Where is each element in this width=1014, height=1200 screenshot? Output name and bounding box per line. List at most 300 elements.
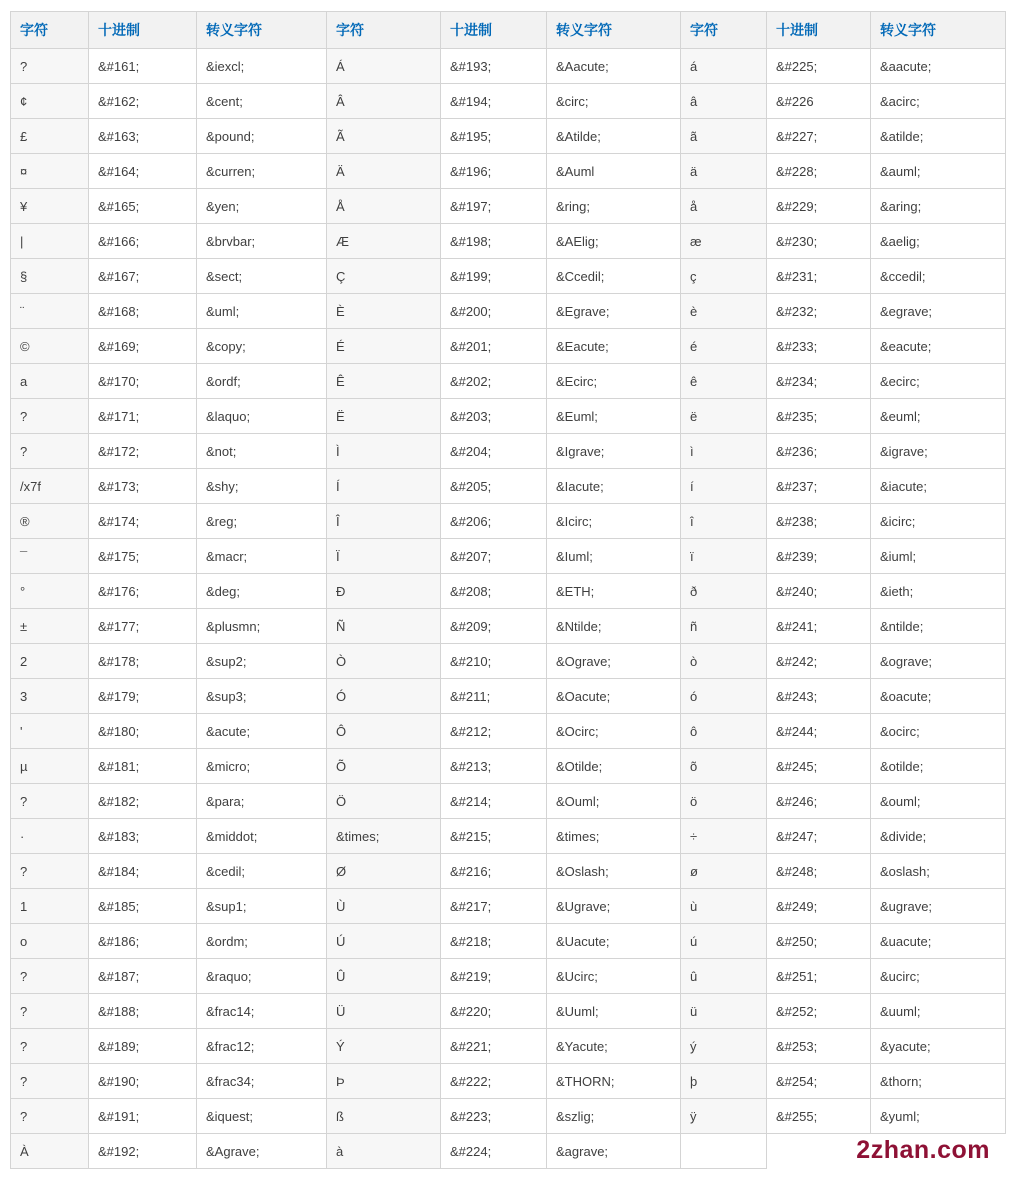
- cell-entity: &laquo;: [197, 399, 327, 434]
- cell-decimal: &#217;: [441, 889, 547, 924]
- cell-char: Â: [327, 84, 441, 119]
- cell-char: ?: [11, 1099, 89, 1134]
- cell-char: È: [327, 294, 441, 329]
- cell-char: Ö: [327, 784, 441, 819]
- cell-char: Ð: [327, 574, 441, 609]
- cell-char: û: [681, 959, 767, 994]
- cell-entity: &aring;: [871, 189, 1006, 224]
- cell-entity: &Igrave;: [547, 434, 681, 469]
- cell-entity: &sup3;: [197, 679, 327, 714]
- cell-decimal: &#198;: [441, 224, 547, 259]
- cell-char: ü: [681, 994, 767, 1029]
- cell-entity: &ocirc;: [871, 714, 1006, 749]
- cell-entity: &Otilde;: [547, 749, 681, 784]
- cell-decimal: &#209;: [441, 609, 547, 644]
- cell-decimal: &#226: [767, 84, 871, 119]
- cell-char: 3: [11, 679, 89, 714]
- cell-entity: &Ecirc;: [547, 364, 681, 399]
- cell-char: Ü: [327, 994, 441, 1029]
- cell-decimal: &#219;: [441, 959, 547, 994]
- cell-decimal: &#192;: [89, 1134, 197, 1169]
- cell-decimal: &#170;: [89, 364, 197, 399]
- cell-entity: &iacute;: [871, 469, 1006, 504]
- html-entities-table: [10, 11, 1006, 1169]
- cell-char: °: [11, 574, 89, 609]
- cell-entity: &Oacute;: [547, 679, 681, 714]
- cell-char: ¨: [11, 294, 89, 329]
- table-row: [11, 504, 1006, 539]
- cell-decimal: &#212;: [441, 714, 547, 749]
- cell-entity: &sup1;: [197, 889, 327, 924]
- cell-char: ?: [11, 854, 89, 889]
- cell-char: Í: [327, 469, 441, 504]
- cell-decimal: &#187;: [89, 959, 197, 994]
- cell-char: Ç: [327, 259, 441, 294]
- cell-decimal: &#175;: [89, 539, 197, 574]
- cell-entity: &Uacute;: [547, 924, 681, 959]
- cell-char: þ: [681, 1064, 767, 1099]
- cell-char: Ï: [327, 539, 441, 574]
- cell-entity: &reg;: [197, 504, 327, 539]
- cell-entity: &uacute;: [871, 924, 1006, 959]
- cell-entity: &ETH;: [547, 574, 681, 609]
- cell-decimal: &#191;: [89, 1099, 197, 1134]
- cell-decimal: &#204;: [441, 434, 547, 469]
- table-row: [11, 994, 1006, 1029]
- cell-decimal: &#184;: [89, 854, 197, 889]
- cell-entity: &Oslash;: [547, 854, 681, 889]
- cell-entity: &atilde;: [871, 119, 1006, 154]
- cell-entity: &shy;: [197, 469, 327, 504]
- cell-decimal: &#188;: [89, 994, 197, 1029]
- cell-entity: &agrave;: [547, 1134, 681, 1169]
- cell-char: ?: [11, 994, 89, 1029]
- cell-char: ý: [681, 1029, 767, 1064]
- cell-entity: &copy;: [197, 329, 327, 364]
- cell-decimal: &#182;: [89, 784, 197, 819]
- cell-decimal: &#248;: [767, 854, 871, 889]
- cell-char: ¢: [11, 84, 89, 119]
- cell-entity: &raquo;: [197, 959, 327, 994]
- cell-char: ì: [681, 434, 767, 469]
- cell-decimal: &#234;: [767, 364, 871, 399]
- cell-char: ß: [327, 1099, 441, 1134]
- cell-entity: &Iuml;: [547, 539, 681, 574]
- cell-entity: &ordm;: [197, 924, 327, 959]
- cell-decimal: &#254;: [767, 1064, 871, 1099]
- cell-decimal: &#240;: [767, 574, 871, 609]
- cell-decimal: &#180;: [89, 714, 197, 749]
- cell-char: ë: [681, 399, 767, 434]
- cell-entity: &cedil;: [197, 854, 327, 889]
- cell-entity: &acute;: [197, 714, 327, 749]
- cell-decimal: &#177;: [89, 609, 197, 644]
- cell-entity: &Agrave;: [197, 1134, 327, 1169]
- cell-decimal: &#223;: [441, 1099, 547, 1134]
- cell-entity: &uml;: [197, 294, 327, 329]
- cell-entity: &iquest;: [197, 1099, 327, 1134]
- cell-decimal: &#207;: [441, 539, 547, 574]
- column-header: 字符: [327, 12, 441, 49]
- cell-char: ¥: [11, 189, 89, 224]
- cell-char: ·: [11, 819, 89, 854]
- cell-char: ó: [681, 679, 767, 714]
- cell-decimal: &#249;: [767, 889, 871, 924]
- cell-entity: &para;: [197, 784, 327, 819]
- cell-decimal: &#193;: [441, 49, 547, 84]
- cell-decimal: &#206;: [441, 504, 547, 539]
- table-row: [11, 189, 1006, 224]
- cell-char: 2: [11, 644, 89, 679]
- cell-decimal: &#163;: [89, 119, 197, 154]
- column-header: 转义字符: [197, 12, 327, 49]
- cell-decimal: &#244;: [767, 714, 871, 749]
- cell-entity: &Ouml;: [547, 784, 681, 819]
- cell-decimal: &#201;: [441, 329, 547, 364]
- cell-entity: &Ocirc;: [547, 714, 681, 749]
- cell-entity: &oacute;: [871, 679, 1006, 714]
- cell-decimal: &#250;: [767, 924, 871, 959]
- cell-char: Ê: [327, 364, 441, 399]
- cell-entity: &not;: [197, 434, 327, 469]
- table-row: [11, 959, 1006, 994]
- cell-entity: &Yacute;: [547, 1029, 681, 1064]
- cell-entity: &ordf;: [197, 364, 327, 399]
- cell-entity: &aelig;: [871, 224, 1006, 259]
- cell-char: &times;: [327, 819, 441, 854]
- cell-entity: &uuml;: [871, 994, 1006, 1029]
- cell-char: Ô: [327, 714, 441, 749]
- cell-decimal: &#173;: [89, 469, 197, 504]
- cell-decimal: &#241;: [767, 609, 871, 644]
- cell-decimal: &#255;: [767, 1099, 871, 1134]
- cell-char: ò: [681, 644, 767, 679]
- cell-entity: &auml;: [871, 154, 1006, 189]
- cell-entity: &Ucirc;: [547, 959, 681, 994]
- cell-decimal: &#164;: [89, 154, 197, 189]
- cell-char: Ó: [327, 679, 441, 714]
- table-row: [11, 1099, 1006, 1134]
- cell-entity: &igrave;: [871, 434, 1006, 469]
- cell-char: Û: [327, 959, 441, 994]
- cell-entity: &oslash;: [871, 854, 1006, 889]
- cell-decimal: &#246;: [767, 784, 871, 819]
- cell-entity: &ograve;: [871, 644, 1006, 679]
- cell-entity: &plusmn;: [197, 609, 327, 644]
- cell-entity: &otilde;: [871, 749, 1006, 784]
- cell-entity: &Ccedil;: [547, 259, 681, 294]
- cell-char: Ã: [327, 119, 441, 154]
- cell-char: ®: [11, 504, 89, 539]
- cell-char: Ò: [327, 644, 441, 679]
- cell-decimal: &#227;: [767, 119, 871, 154]
- table-header: [11, 12, 1006, 49]
- cell-char: ¤: [11, 154, 89, 189]
- cell-char: á: [681, 49, 767, 84]
- cell-decimal: &#181;: [89, 749, 197, 784]
- cell-entity: &macr;: [197, 539, 327, 574]
- cell-decimal: &#166;: [89, 224, 197, 259]
- cell-entity: &circ;: [547, 84, 681, 119]
- cell-decimal: &#232;: [767, 294, 871, 329]
- cell-char: [681, 1134, 767, 1169]
- cell-char: ±: [11, 609, 89, 644]
- cell-entity: &cent;: [197, 84, 327, 119]
- cell-entity: &sect;: [197, 259, 327, 294]
- cell-decimal: &#224;: [441, 1134, 547, 1169]
- cell-decimal: &#172;: [89, 434, 197, 469]
- cell-char: Ä: [327, 154, 441, 189]
- cell-decimal: &#200;: [441, 294, 547, 329]
- table-body: [11, 49, 1006, 1169]
- column-header: 字符: [11, 12, 89, 49]
- cell-decimal: &#196;: [441, 154, 547, 189]
- cell-decimal: [767, 1134, 871, 1169]
- cell-decimal: &#222;: [441, 1064, 547, 1099]
- cell-entity: &sup2;: [197, 644, 327, 679]
- cell-char: Þ: [327, 1064, 441, 1099]
- cell-entity: &eacute;: [871, 329, 1006, 364]
- cell-entity: &Atilde;: [547, 119, 681, 154]
- cell-char: µ: [11, 749, 89, 784]
- cell-entity: &divide;: [871, 819, 1006, 854]
- cell-char: Õ: [327, 749, 441, 784]
- cell-decimal: &#239;: [767, 539, 871, 574]
- cell-char: a: [11, 364, 89, 399]
- column-header: 转义字符: [871, 12, 1006, 49]
- cell-char: Å: [327, 189, 441, 224]
- cell-decimal: &#176;: [89, 574, 197, 609]
- cell-char: 1: [11, 889, 89, 924]
- cell-entity: &Eacute;: [547, 329, 681, 364]
- cell-char: ø: [681, 854, 767, 889]
- cell-decimal: &#243;: [767, 679, 871, 714]
- cell-char: ?: [11, 1064, 89, 1099]
- table-row: [11, 154, 1006, 189]
- cell-entity: &egrave;: [871, 294, 1006, 329]
- table-row: [11, 679, 1006, 714]
- cell-decimal: &#190;: [89, 1064, 197, 1099]
- cell-entity: &frac34;: [197, 1064, 327, 1099]
- cell-char: ã: [681, 119, 767, 154]
- table-row: [11, 784, 1006, 819]
- cell-entity: &ntilde;: [871, 609, 1006, 644]
- cell-char: ù: [681, 889, 767, 924]
- cell-char: |: [11, 224, 89, 259]
- cell-decimal: &#183;: [89, 819, 197, 854]
- cell-char: ç: [681, 259, 767, 294]
- cell-entity: &szlig;: [547, 1099, 681, 1134]
- cell-decimal: &#231;: [767, 259, 871, 294]
- cell-decimal: &#242;: [767, 644, 871, 679]
- cell-char: À: [11, 1134, 89, 1169]
- cell-decimal: &#213;: [441, 749, 547, 784]
- cell-char: ©: [11, 329, 89, 364]
- cell-decimal: &#251;: [767, 959, 871, 994]
- cell-entity: &Egrave;: [547, 294, 681, 329]
- cell-entity: &acirc;: [871, 84, 1006, 119]
- cell-decimal: &#215;: [441, 819, 547, 854]
- cell-entity: &Uuml;: [547, 994, 681, 1029]
- cell-decimal: &#205;: [441, 469, 547, 504]
- cell-decimal: &#168;: [89, 294, 197, 329]
- table-row: [11, 49, 1006, 84]
- cell-entity: &iuml;: [871, 539, 1006, 574]
- cell-entity: &yuml;: [871, 1099, 1006, 1134]
- cell-entity: &middot;: [197, 819, 327, 854]
- cell-decimal: &#211;: [441, 679, 547, 714]
- column-header: 十进制: [767, 12, 871, 49]
- column-header: 转义字符: [547, 12, 681, 49]
- cell-decimal: &#216;: [441, 854, 547, 889]
- column-header: 字符: [681, 12, 767, 49]
- table-row: [11, 469, 1006, 504]
- cell-decimal: &#208;: [441, 574, 547, 609]
- table-row: [11, 539, 1006, 574]
- table-row: [11, 119, 1006, 154]
- cell-char: â: [681, 84, 767, 119]
- cell-char: ö: [681, 784, 767, 819]
- cell-entity: &curren;: [197, 154, 327, 189]
- cell-char: í: [681, 469, 767, 504]
- cell-char: ': [11, 714, 89, 749]
- cell-char: ÷: [681, 819, 767, 854]
- cell-char: ¯: [11, 539, 89, 574]
- cell-char: §: [11, 259, 89, 294]
- table-row: [11, 609, 1006, 644]
- cell-char: Æ: [327, 224, 441, 259]
- cell-char: ä: [681, 154, 767, 189]
- table-row: [11, 1029, 1006, 1064]
- cell-char: å: [681, 189, 767, 224]
- cell-entity: &Aacute;: [547, 49, 681, 84]
- cell-decimal: &#247;: [767, 819, 871, 854]
- table-row: [11, 364, 1006, 399]
- table-row: [11, 329, 1006, 364]
- cell-decimal: &#237;: [767, 469, 871, 504]
- cell-decimal: &#197;: [441, 189, 547, 224]
- cell-char: É: [327, 329, 441, 364]
- cell-decimal: &#165;: [89, 189, 197, 224]
- table-row: [11, 1064, 1006, 1099]
- cell-char: /x7f: [11, 469, 89, 504]
- cell-char: ï: [681, 539, 767, 574]
- cell-entity: &Ugrave;: [547, 889, 681, 924]
- cell-decimal: &#195;: [441, 119, 547, 154]
- cell-decimal: &#185;: [89, 889, 197, 924]
- cell-decimal: &#171;: [89, 399, 197, 434]
- table-row: [11, 819, 1006, 854]
- cell-decimal: &#245;: [767, 749, 871, 784]
- cell-entity: &Auml: [547, 154, 681, 189]
- cell-char: £: [11, 119, 89, 154]
- table-row: [11, 644, 1006, 679]
- cell-decimal: &#252;: [767, 994, 871, 1029]
- cell-decimal: &#199;: [441, 259, 547, 294]
- cell-char: Ú: [327, 924, 441, 959]
- cell-entity: &Icirc;: [547, 504, 681, 539]
- cell-decimal: &#214;: [441, 784, 547, 819]
- table-row: [11, 224, 1006, 259]
- cell-char: æ: [681, 224, 767, 259]
- cell-entity: &ucirc;: [871, 959, 1006, 994]
- header-row: [11, 12, 1006, 49]
- cell-decimal: &#178;: [89, 644, 197, 679]
- cell-char: ð: [681, 574, 767, 609]
- cell-entity: &AElig;: [547, 224, 681, 259]
- cell-entity: &frac12;: [197, 1029, 327, 1064]
- cell-char: Ë: [327, 399, 441, 434]
- cell-char: ÿ: [681, 1099, 767, 1134]
- cell-decimal: &#162;: [89, 84, 197, 119]
- cell-decimal: &#236;: [767, 434, 871, 469]
- column-header: 十进制: [89, 12, 197, 49]
- cell-decimal: &#220;: [441, 994, 547, 1029]
- cell-decimal: &#179;: [89, 679, 197, 714]
- cell-char: è: [681, 294, 767, 329]
- cell-char: Ø: [327, 854, 441, 889]
- watermark-site-name: 2zhan.com: [856, 1136, 990, 1164]
- cell-decimal: &#233;: [767, 329, 871, 364]
- cell-char: ô: [681, 714, 767, 749]
- cell-entity: &aacute;: [871, 49, 1006, 84]
- cell-decimal: &#186;: [89, 924, 197, 959]
- cell-char: o: [11, 924, 89, 959]
- cell-char: ?: [11, 399, 89, 434]
- cell-char: ú: [681, 924, 767, 959]
- cell-decimal: &#189;: [89, 1029, 197, 1064]
- column-header: 十进制: [441, 12, 547, 49]
- table-row: [11, 749, 1006, 784]
- cell-decimal: &#238;: [767, 504, 871, 539]
- table-row: [11, 434, 1006, 469]
- cell-char: Î: [327, 504, 441, 539]
- cell-char: Ì: [327, 434, 441, 469]
- cell-entity: &yacute;: [871, 1029, 1006, 1064]
- cell-char: ?: [11, 49, 89, 84]
- cell-char: Ñ: [327, 609, 441, 644]
- cell-decimal: &#161;: [89, 49, 197, 84]
- table-row: [11, 854, 1006, 889]
- cell-entity: &ccedil;: [871, 259, 1006, 294]
- cell-entity: &icirc;: [871, 504, 1006, 539]
- cell-decimal: &#169;: [89, 329, 197, 364]
- cell-entity: &micro;: [197, 749, 327, 784]
- cell-char: Ù: [327, 889, 441, 924]
- cell-entity: &deg;: [197, 574, 327, 609]
- cell-decimal: &#203;: [441, 399, 547, 434]
- cell-decimal: &#210;: [441, 644, 547, 679]
- table-row: [11, 399, 1006, 434]
- cell-char: î: [681, 504, 767, 539]
- table-row: [11, 294, 1006, 329]
- cell-char: ?: [11, 784, 89, 819]
- cell-entity: &Ograve;: [547, 644, 681, 679]
- cell-decimal: &#218;: [441, 924, 547, 959]
- cell-entity: &pound;: [197, 119, 327, 154]
- cell-entity: &ieth;: [871, 574, 1006, 609]
- cell-decimal: &#167;: [89, 259, 197, 294]
- cell-decimal: &#229;: [767, 189, 871, 224]
- cell-char: ê: [681, 364, 767, 399]
- cell-decimal: &#235;: [767, 399, 871, 434]
- cell-decimal: &#253;: [767, 1029, 871, 1064]
- cell-entity: &Iacute;: [547, 469, 681, 504]
- cell-char: ?: [11, 434, 89, 469]
- cell-char: Á: [327, 49, 441, 84]
- cell-entity: &Ntilde;: [547, 609, 681, 644]
- table-row: [11, 924, 1006, 959]
